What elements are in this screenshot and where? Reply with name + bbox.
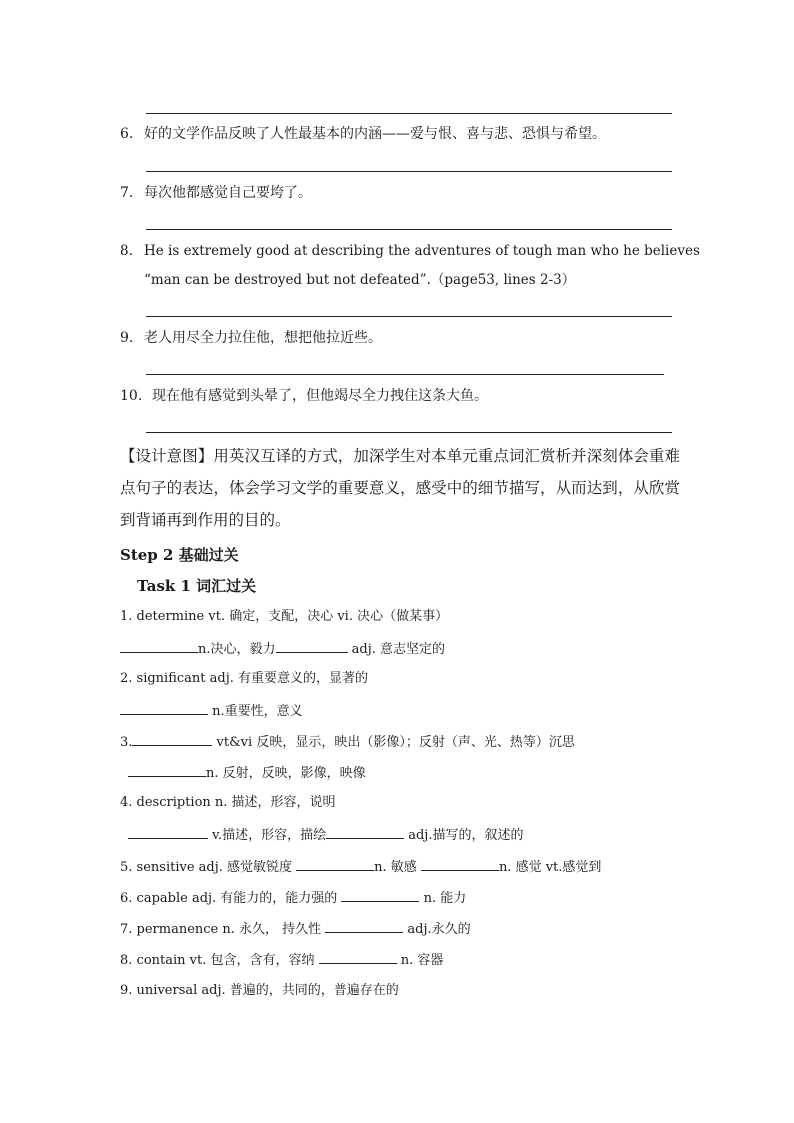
blank-field[interactable]: [326, 824, 404, 839]
sentence-6: [120, 124, 606, 144]
design-intent-paragraph: 【设计意图】用英汉互译的方式，加深学生对本单元重点词汇赏析并深刻体会重难点句子的表达，体会学习文学的重要意义，感受中的细节描写，从而达到，从欣赏到背诵再到作用的目的。: [120, 447, 680, 529]
answer-line-10: [146, 432, 672, 433]
vocab-text: n. 感觉 vt.感觉到: [498, 860, 602, 875]
vocab-text: 8. contain vt. 包含，含有，容纳: [120, 953, 319, 968]
sentence-text-line1: He is extremely good at describing the adventures of tough man who he believes: [144, 243, 700, 259]
vocab-text: 3.: [120, 735, 133, 750]
vocab-item-2: [120, 669, 368, 689]
step2-heading: Step 2 基础过关: [120, 546, 239, 564]
sentence-text: 每次他都感觉自己要垮了。: [144, 185, 312, 201]
blank-field[interactable]: [319, 949, 397, 964]
sentence-text: 现在他有感觉到头晕了，但他竭尽全力拽住这条大鱼。: [152, 388, 488, 404]
answer-line-6: [146, 171, 672, 172]
vocab-item-3-blanks: [128, 762, 366, 784]
vocab-item-2-blanks: [120, 700, 303, 722]
blank-field[interactable]: [120, 700, 208, 715]
vocab-item-1: [120, 607, 448, 627]
sentence-10: [120, 386, 488, 406]
sentence-text: 好的文学作品反映了人性最基本的内涵——爱与恨、喜与悲、恐惧与希望。: [144, 126, 606, 142]
vocab-text: adj.描写的，叙述的: [404, 828, 524, 843]
vocab-text: n.决心，毅力: [198, 642, 276, 657]
vocab-text: vt&vi 反映，显示，映出（影像）；反射（声、光、热等）沉思: [212, 735, 575, 750]
blank-field[interactable]: [296, 856, 374, 871]
answer-line-9: [146, 374, 664, 375]
answer-line-8: [146, 316, 672, 317]
blank-field[interactable]: [128, 762, 206, 777]
vocab-text: 2. significant adj. 有重要意义的，显著的: [120, 671, 369, 686]
sentence-9: [120, 328, 382, 348]
sentence-7: [120, 183, 312, 203]
vocab-item-8: [120, 949, 443, 971]
vocab-item-4: [120, 793, 336, 813]
sentence-8-cont: [144, 270, 575, 290]
task1-heading: Task 1 词汇过关: [137, 577, 257, 595]
sentence-number: 9.: [120, 330, 134, 346]
vocab-item-1-blanks: [120, 638, 445, 660]
blank-field[interactable]: [276, 638, 348, 653]
vocab-text: n. 反射，反映，影像，映像: [206, 766, 366, 781]
answer-line-7: [146, 229, 672, 230]
sentence-number: 6.: [120, 126, 134, 142]
sentence-text-line2: “man can be destroyed but not defeated”.（page53, lines 2-3）: [144, 272, 576, 288]
blank-field[interactable]: [421, 856, 499, 871]
blank-field[interactable]: [325, 918, 403, 933]
blank-field[interactable]: [341, 887, 419, 902]
vocab-text: n. 敏感: [374, 860, 421, 875]
vocab-text: 5. sensitive adj. 感觉敏锐度: [120, 860, 297, 875]
vocab-text: adj. 意志坚定的: [347, 642, 446, 657]
vocab-text: 7. permanence n. 永久， 持久性: [120, 922, 326, 937]
vocab-text: n. 能力: [419, 891, 467, 906]
sentence-text: 老人用尽全力拉住他，想把他拉近些。: [144, 330, 382, 346]
sentence-number: 8.: [120, 243, 133, 259]
vocab-item-6: [120, 887, 466, 909]
vocab-text: n.重要性，意义: [208, 704, 303, 719]
vocab-item-9: [120, 981, 399, 1001]
sentence-number: 10.: [120, 388, 143, 404]
vocab-text: 9. universal adj. 普遍的，共同的，普遍存在的: [120, 983, 399, 998]
vocab-item-5: [120, 856, 601, 878]
vocab-item-4-blanks: [128, 824, 523, 846]
vocab-text: adj.永久的: [403, 922, 471, 937]
vocab-text: 6. capable adj. 有能力的，能力强的: [120, 891, 342, 906]
blank-field[interactable]: [120, 638, 198, 653]
vocab-item-7: [120, 918, 471, 940]
blank-field[interactable]: [128, 824, 208, 839]
vocab-item-3: [120, 731, 575, 753]
answer-line-5: [146, 113, 672, 114]
blank-field[interactable]: [132, 731, 212, 746]
sentence-number: 7.: [120, 185, 134, 201]
vocab-text: 4. description n. 描述，形容，说明: [120, 795, 336, 810]
sentence-8: [120, 241, 700, 261]
vocab-text: 1. determine vt. 确定，支配，决心 vi. 决心（做某事）: [120, 609, 449, 624]
vocab-text: n. 容器: [396, 953, 444, 968]
vocab-text: v.描述，形容，描绘: [208, 828, 327, 843]
